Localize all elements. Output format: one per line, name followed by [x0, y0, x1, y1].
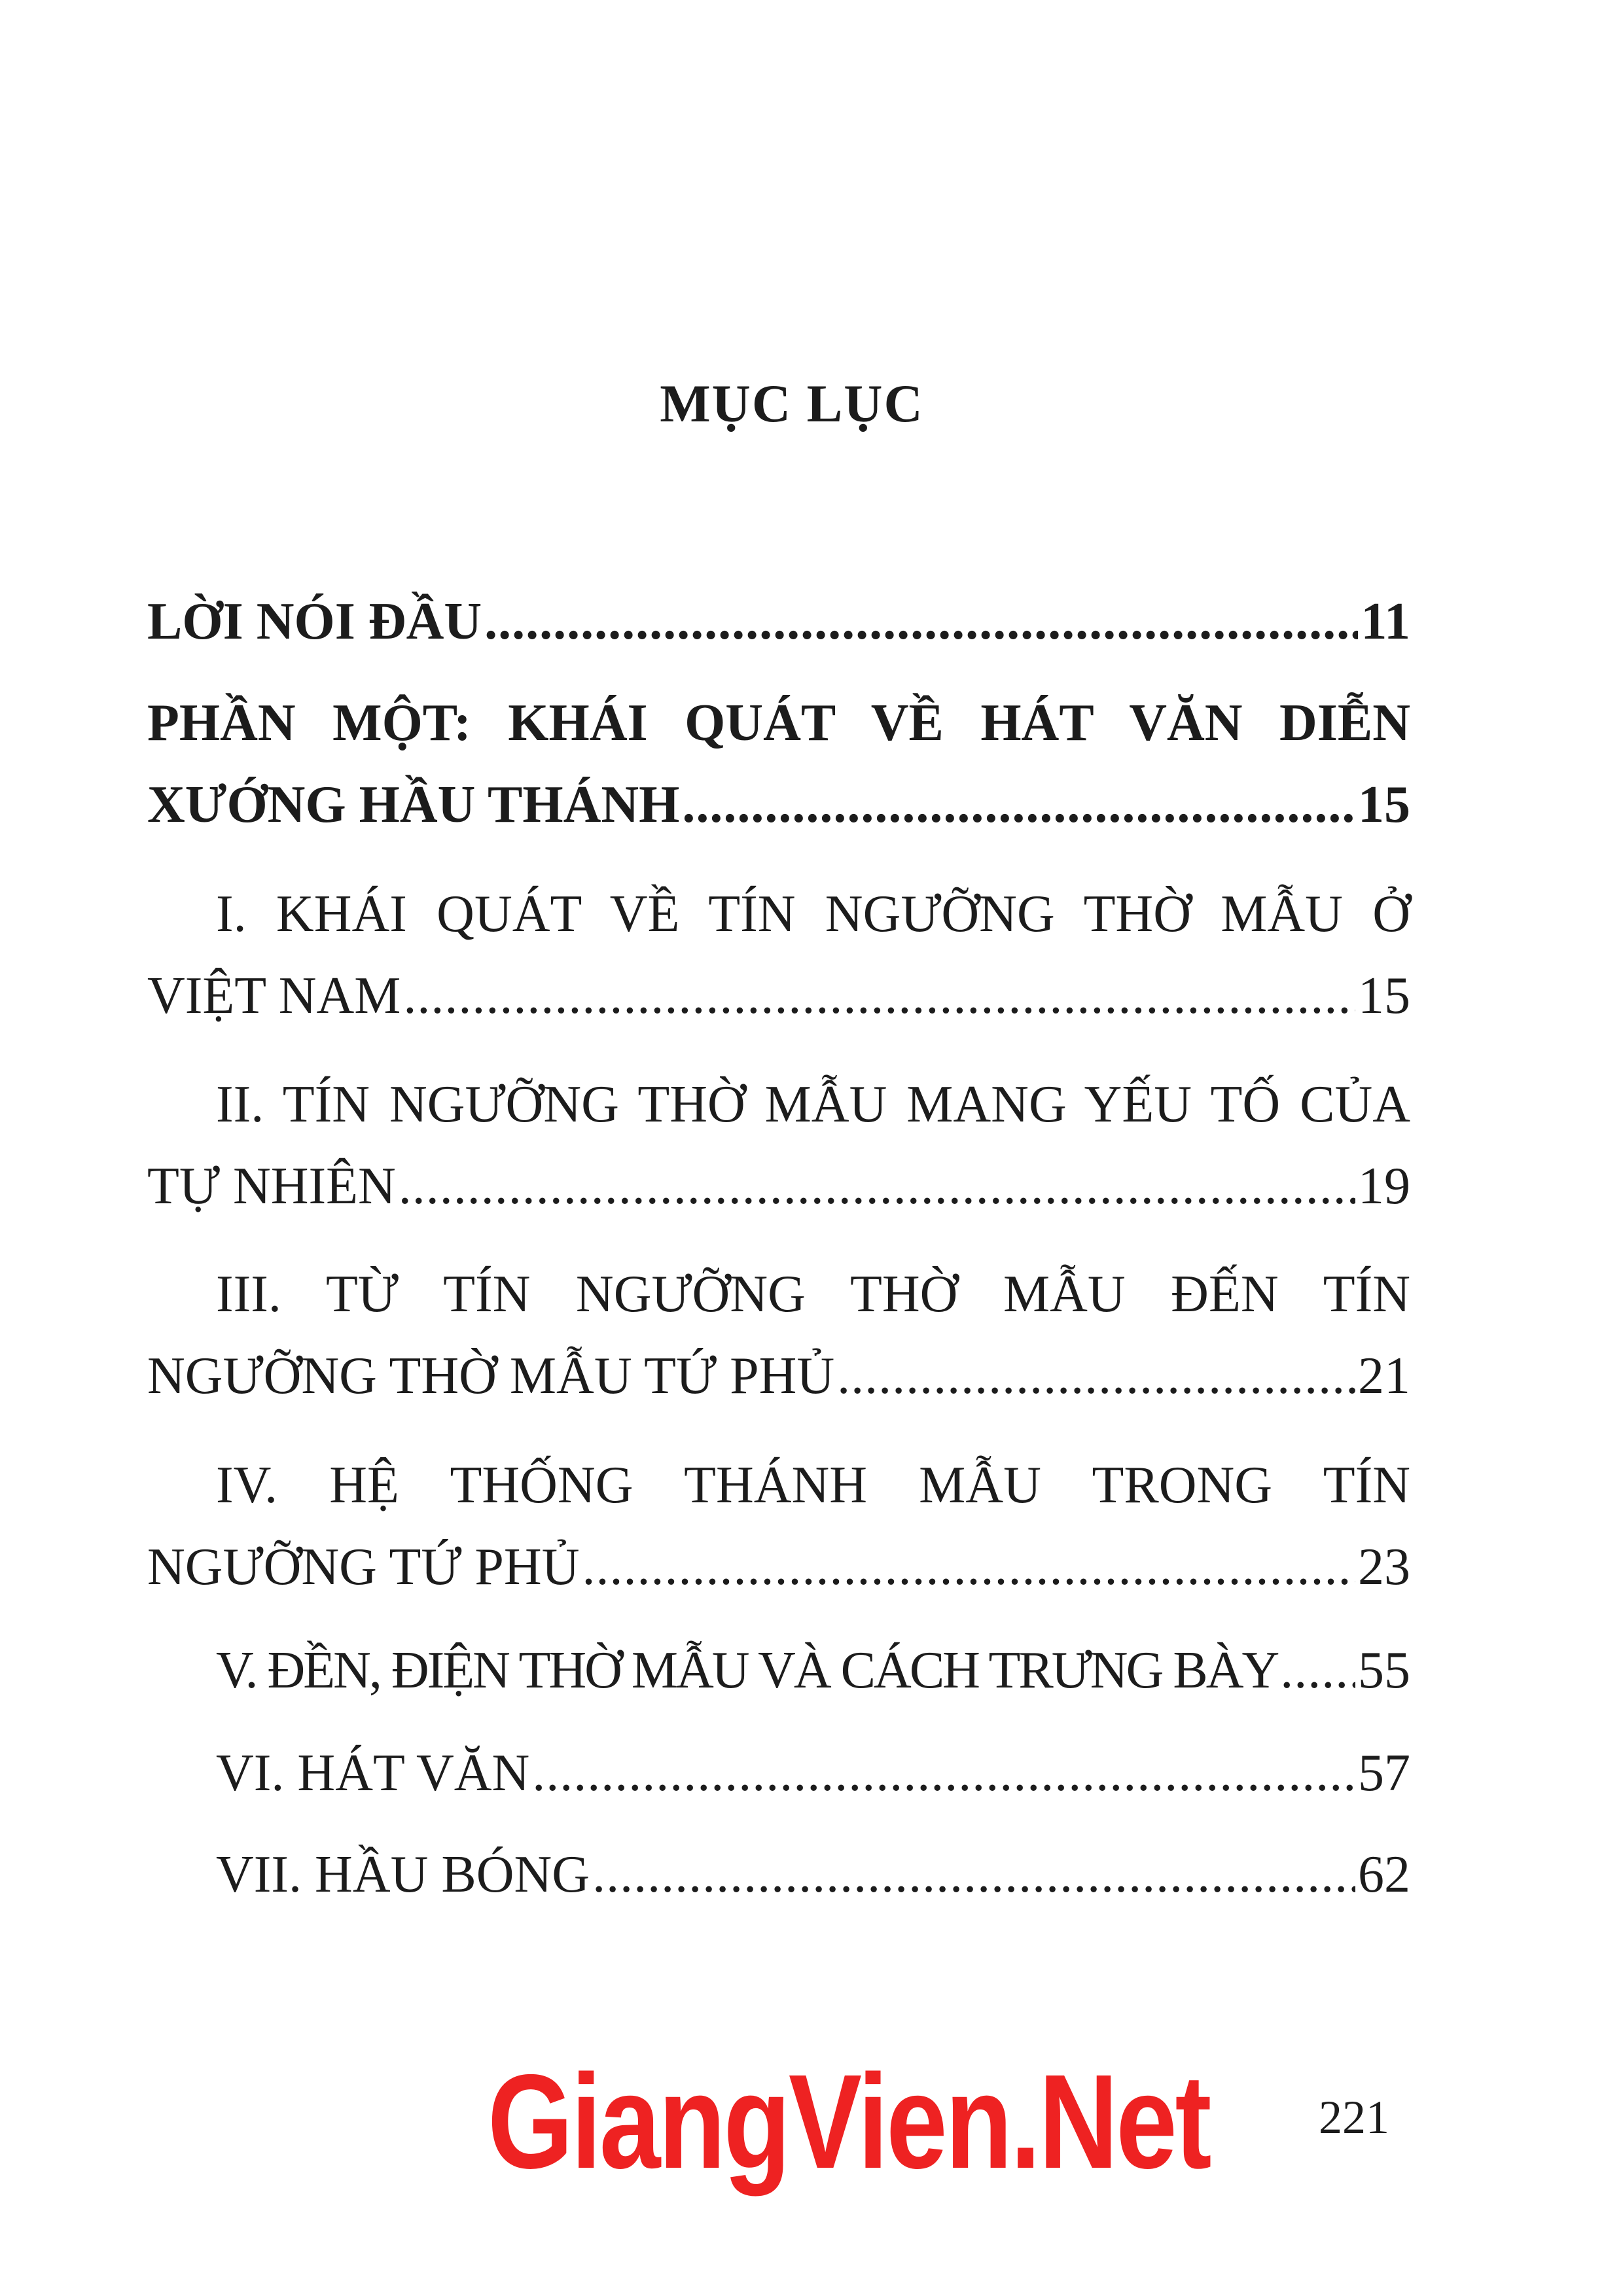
toc-entry[interactable]: [147, 1845, 1410, 1904]
dot-leader: [403, 966, 1355, 1025]
toc-entry-page: 23: [1358, 1538, 1410, 1596]
toc-entry-title: V. ĐỀN, ĐIỆN THỜ MẪU VÀ CÁCH TRƯNG BÀY: [216, 1642, 1278, 1699]
toc-entry[interactable]: [147, 1744, 1410, 1803]
toc-entry-title: TỰ NHIÊN: [147, 1157, 396, 1215]
toc-entry-last-line: [147, 966, 1410, 1025]
toc-entry-last-line: [147, 1538, 1410, 1597]
toc-entry[interactable]: [147, 1265, 1410, 1405]
toc-entry-page: 57: [1358, 1744, 1410, 1802]
toc-entry-title: VIỆT NAM: [147, 967, 401, 1025]
toc-entry-last-line: [147, 775, 1410, 834]
toc-entry-page: 15: [1358, 776, 1410, 834]
page-title: MỤC LỤC: [660, 374, 924, 433]
toc-entry-last-line: [147, 1744, 1410, 1803]
toc-entry-last-line: [147, 1641, 1410, 1700]
toc-entry-title: NGƯỠNG THỜ MẪU TỨ PHỦ: [147, 1347, 835, 1405]
page-number: 221: [1319, 2091, 1389, 2144]
dot-leader: [1280, 1641, 1355, 1700]
toc-entry-page: 19: [1358, 1157, 1410, 1215]
toc-entry-first-line: II. TÍN NGƯỠNG THỜ MẪU MANG YẾU TỐ CỦA: [216, 1076, 1410, 1133]
toc-entry-first-line: PHẦN MỘT: KHÁI QUÁT VỀ HÁT VĂN DIỄN: [147, 694, 1410, 752]
toc-entry-title: XƯỚNG HẦU THÁNH: [147, 776, 680, 834]
dot-leader: [582, 1538, 1355, 1597]
toc-entry-page: 62: [1358, 1846, 1410, 1903]
dot-leader: [682, 775, 1355, 834]
toc-entry[interactable]: [147, 1075, 1410, 1216]
toc-entry[interactable]: [147, 1641, 1410, 1700]
toc-entry-title: VII. HẦU BÓNG: [216, 1846, 590, 1903]
toc-entry-title: VI. HÁT VĂN: [216, 1744, 530, 1802]
toc-entry-last-line: [147, 1347, 1410, 1405]
toc-entry[interactable]: [147, 592, 1410, 651]
dot-leader: [837, 1347, 1355, 1405]
dot-leader: [532, 1744, 1355, 1803]
toc-entry-page: 55: [1358, 1642, 1410, 1699]
dot-leader: [484, 592, 1358, 651]
toc-entry-first-line: I. KHÁI QUÁT VỀ TÍN NGƯỠNG THỜ MẪU Ở: [216, 885, 1410, 943]
toc-entry-first-line: IV. HỆ THỐNG THÁNH MẪU TRONG TÍN: [216, 1457, 1410, 1514]
toc-entry[interactable]: [147, 694, 1410, 834]
toc-entry-page: 21: [1358, 1347, 1410, 1405]
toc-entry[interactable]: [147, 885, 1410, 1025]
toc-entry-page: 15: [1358, 967, 1410, 1025]
toc-entry-title: LỜI NÓI ĐẦU: [147, 593, 482, 650]
watermark-logo: GiangVien.Net: [488, 2047, 1210, 2197]
toc-entry-page: 11: [1361, 593, 1410, 650]
toc-entry-first-line: III. TỪ TÍN NGƯỠNG THỜ MẪU ĐẾN TÍN: [216, 1265, 1410, 1323]
toc-entry-last-line: [147, 1157, 1410, 1216]
toc-entry-last-line: [147, 592, 1410, 651]
toc-entry-title: NGƯỠNG TỨ PHỦ: [147, 1538, 580, 1596]
dot-leader: [399, 1157, 1355, 1216]
toc-entry-last-line: [147, 1845, 1410, 1904]
dot-leader: [592, 1845, 1355, 1904]
toc-entry[interactable]: [147, 1456, 1410, 1597]
